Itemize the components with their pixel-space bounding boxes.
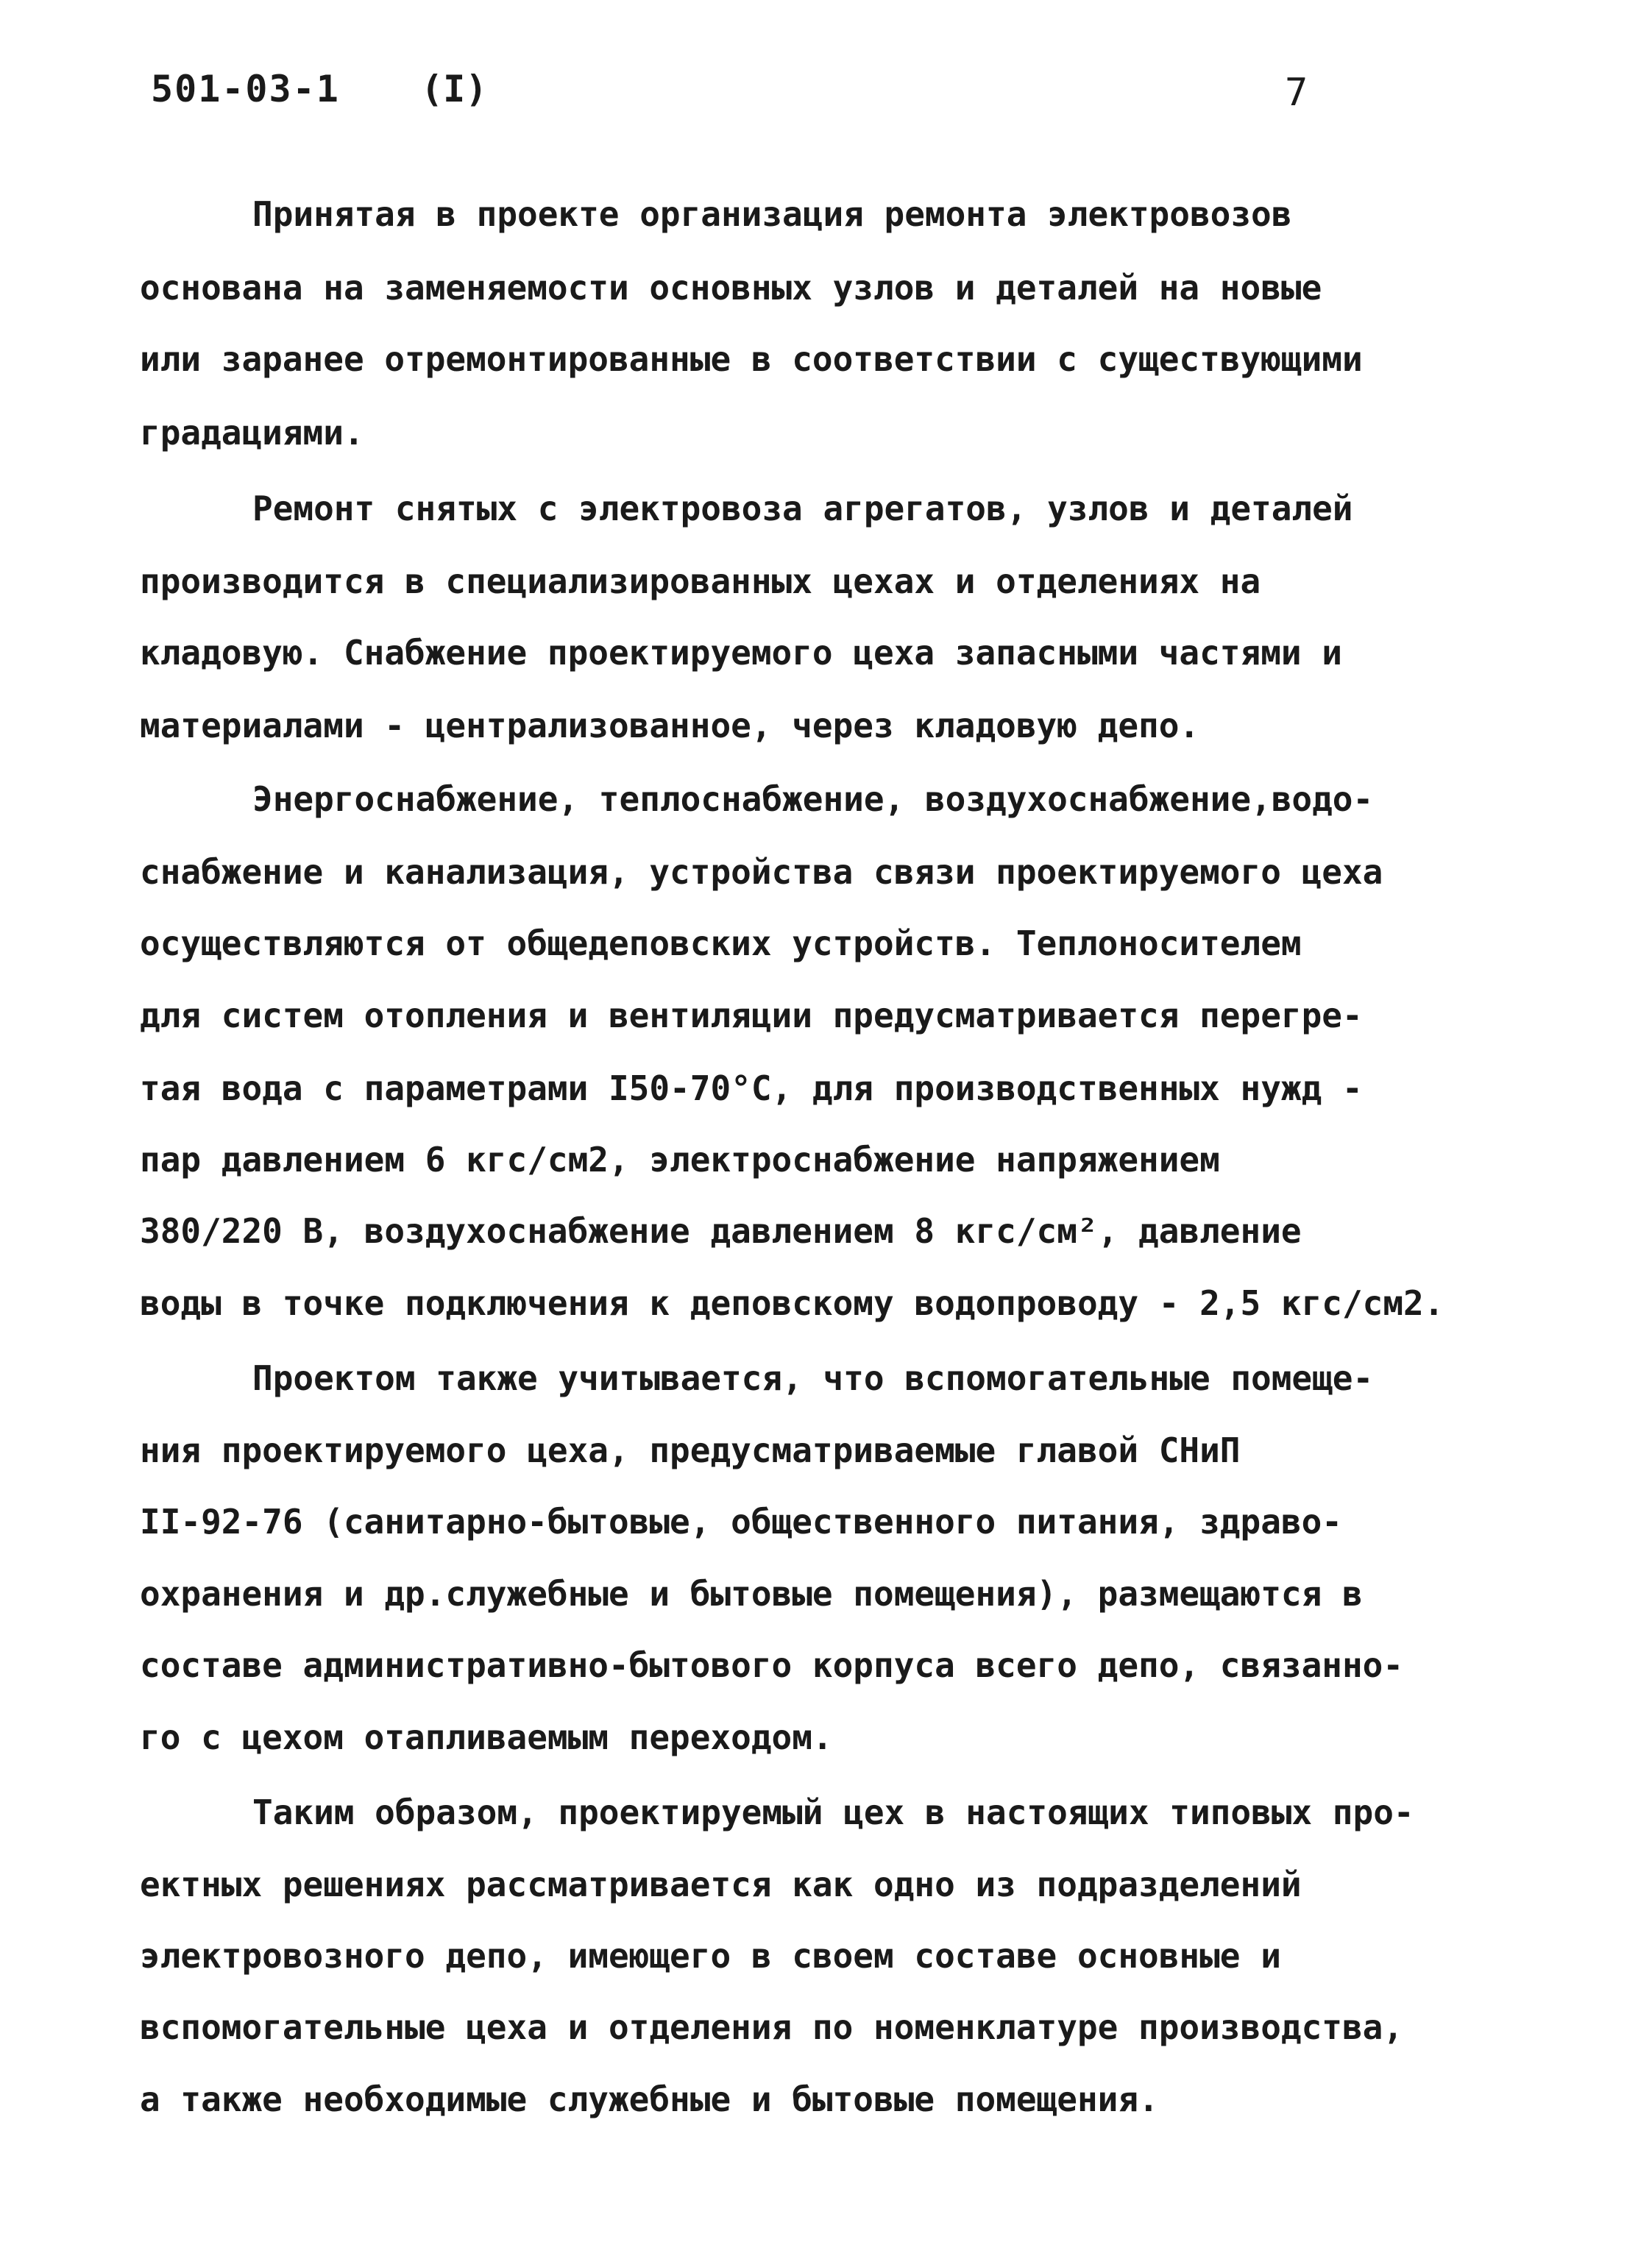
- text-line: 380/220 В, воздухоснабжение давлением 8 кгс/см², давление: [140, 1211, 1302, 1251]
- sheet-marker: (I): [421, 68, 488, 110]
- text-line: или заранее отремонтированные в соответствии с существующими: [140, 339, 1363, 379]
- text-line: Проектом также учитывается, что вспомогательные помеще-: [252, 1358, 1374, 1398]
- text-line: ектных решениях рассматривается как одно из подразделений: [140, 1865, 1302, 1904]
- text-line: снабжение и канализация, устройства связи проектируемого цеха: [140, 852, 1383, 892]
- text-line: производится в специализированных цехах и отделениях на: [140, 561, 1261, 601]
- text-line: ния проектируемого цеха, предусматриваемые главой СНиП: [140, 1430, 1241, 1470]
- text-line: осуществляются от общедеповских устройств. Теплоносителем: [140, 923, 1302, 963]
- text-line: охранения и др.служебные и бытовые помещения), размещаются в: [140, 1574, 1363, 1614]
- text-line: Принятая в проекте организация ремонта электровозов: [252, 194, 1292, 234]
- text-line: Энергоснабжение, теплоснабжение, воздухоснабжение,водо-: [252, 779, 1374, 819]
- text-line: градациями.: [140, 413, 364, 453]
- text-line: составе административно-бытового корпуса всего депо, связанно-: [140, 1645, 1404, 1685]
- document-code: 501-03-1: [151, 68, 340, 110]
- text-line: вспомогательные цеха и отделения по номенклатуре производства,: [140, 2007, 1404, 2047]
- text-line: основана на заменяемости основных узлов и деталей на новые: [140, 268, 1322, 308]
- text-line: кладовую. Снабжение проектируемого цеха запасными частями и: [140, 633, 1342, 673]
- text-line: а также необходимые служебные и бытовые помещения.: [140, 2079, 1159, 2119]
- text-line: материалами - централизованное, через кладовую депо.: [140, 706, 1200, 745]
- text-line: II-92-76 (санитарно-бытовые, общественного питания, здраво-: [140, 1502, 1342, 1542]
- text-line: электровозного депо, имеющего в своем составе основные и: [140, 1936, 1281, 1976]
- text-line: Таким образом, проектируемый цех в настоящих типовых про-: [252, 1792, 1414, 1832]
- page-number: 7: [1285, 71, 1308, 115]
- text-line: тая вода с параметрами I50-70°С, для производственных нужд -: [140, 1068, 1363, 1108]
- text-line: пар давлением 6 кгс/см2, электроснабжение напряжением: [140, 1140, 1220, 1180]
- text-line: го с цехом отапливаемым переходом.: [140, 1717, 833, 1757]
- text-line: для систем отопления и вентиляции предусматривается перегре-: [140, 996, 1363, 1035]
- text-line: Ремонт снятых с электровоза агрегатов, узлов и деталей: [252, 489, 1353, 528]
- text-line: воды в точке подключения к деповскому водопроводу - 2,5 кгс/см2.: [140, 1283, 1444, 1323]
